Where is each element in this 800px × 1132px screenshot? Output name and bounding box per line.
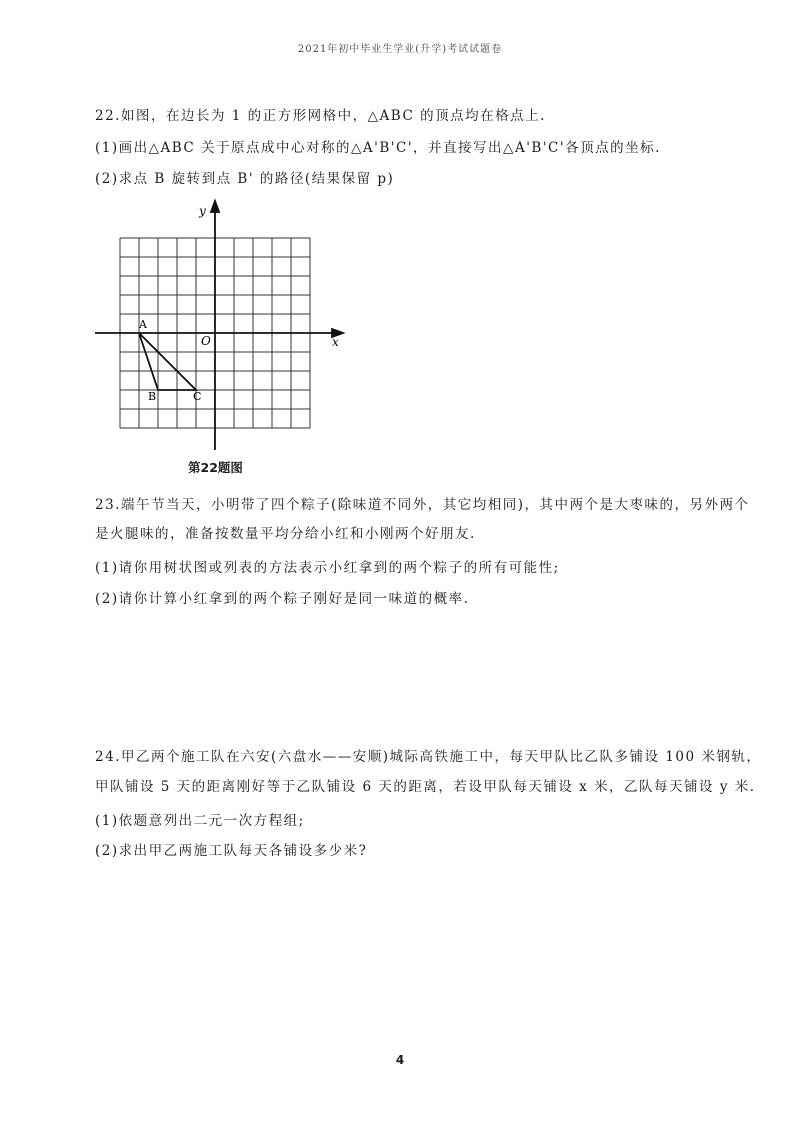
q24-part1: (1)依题意列出二元一次方程组; [95,813,305,829]
x-axis-label: x [332,335,339,349]
triangle-abc [139,333,196,390]
y-axis-arrow-icon [211,201,219,212]
coordinate-grid-figure [95,195,355,485]
q22-part1: (1)画出△ABC 关于原点成中心对称的△A'B'C'，并直接写出△A'B'C'各顶点的坐标. [95,140,661,156]
q23-stem-line1: 23.端午节当天，小明带了四个粽子(除味道不同外，其它均相同)，其中两个是大枣味的，另外两个 [95,497,750,513]
q24-stem-line1: 24.甲乙两个施工队在六安(六盘水——安顺)城际高铁施工中，每天甲队比乙队多铺设 100 米钢轨， [95,749,762,765]
origin-label: O [201,334,211,348]
q23-stem-line2: 是火腿味的，准备按数量平均分给小红和小刚两个好朋友. [95,526,476,542]
q23-part2: (2)请你计算小红拿到的两个粽子刚好是同一味道的概率. [95,591,470,607]
grid-svg [95,195,355,485]
q24-part2: (2)求出甲乙两施工队每天各铺设多少米? [95,843,368,859]
point-c-label: C [193,390,202,403]
point-b-label: B [148,390,157,403]
q24-stem-line2: 甲队铺设 5 天的距离刚好等于乙队铺设 6 天的距离，若设甲队每天铺设 x 米，乙队每天铺设 y 米. [95,779,756,795]
page-header: 2021年初中毕业生学业(升学)考试试题卷 [297,44,503,55]
figure-caption: 第22题图 [188,460,243,475]
q23-part1: (1)请你用树状图或列表的方法表示小红拿到的两个粽子的所有可能性; [95,560,560,576]
q22-stem: 22.如图，在边长为 1 的正方形网格中，△ABC 的顶点均在格点上. [95,108,546,124]
page-number: 4 [395,1053,405,1067]
y-axis-label: y [199,204,206,218]
point-a-label: A [139,318,147,331]
q22-part2: (2)求点 B 旋转到点 B' 的路径(结果保留 p) [95,171,395,187]
